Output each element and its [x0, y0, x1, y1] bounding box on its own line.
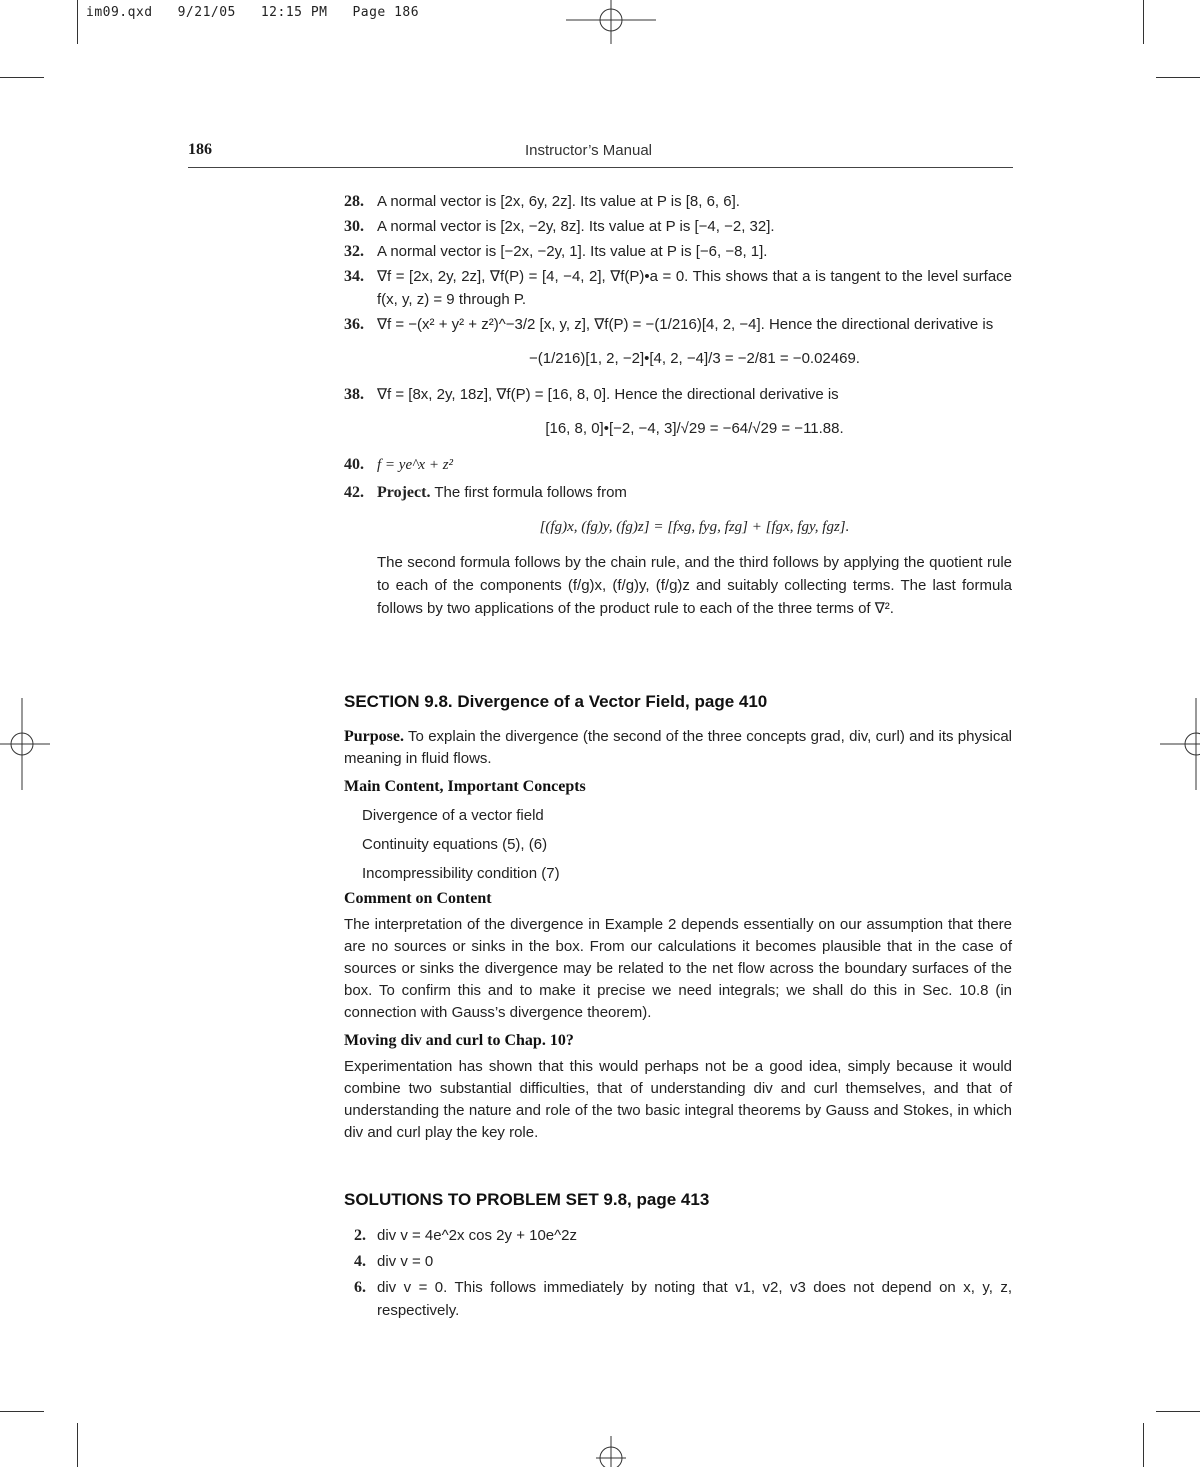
crop-mark: [77, 0, 78, 44]
answer-number: 42.: [344, 484, 364, 501]
solution-number: 2.: [354, 1227, 366, 1244]
answer-item: [344, 190, 1012, 213]
crop-mark: [1156, 1411, 1200, 1412]
answer-text: A normal vector is [2x, −2y, 8z]. Its value at P is [−4, −2, 32].: [377, 218, 775, 235]
solution-text: div v = 0. This follows immediately by noting that v1, v2, v3 does not depend on x, y, z, respectively.: [377, 1279, 1012, 1319]
answer-number: 40.: [344, 456, 364, 473]
answer-item: [344, 313, 1012, 371]
display-equation: [16, 8, 0]•[−2, −4, 3]/√29 = −64/√29 = −11.88.: [545, 420, 844, 437]
solutions-heading: SOLUTIONS TO PROBLEM SET 9.8, page 413: [344, 1190, 710, 1209]
comment-paragraph: The interpretation of the divergence in Example 2 depends essentially on our assumption that there are no sources or sinks in the box. From our calculations it becomes plausible that in the case of sources or sinks the divergence may be related to the net flow across the boundary surfaces of the box. To confirm this and to make it precise we need integrals; we shall do this in Sec. 10.8 (in connection with Gauss’s divergence theorem).: [344, 916, 1012, 1021]
comment-heading: Comment on Content: [344, 890, 492, 907]
project-label: Project.: [377, 484, 431, 501]
answer-text: The first formula follows from: [434, 484, 627, 501]
moving-heading: Moving div and curl to Chap. 10?: [344, 1032, 574, 1049]
answer-item: [344, 481, 1012, 620]
answer-item: [344, 265, 1012, 311]
answer-text: f = ye^x + z²: [377, 457, 454, 473]
solution-item: [344, 1224, 1012, 1247]
purpose-paragraph: [344, 726, 1012, 770]
registration-mark-icon: [566, 0, 656, 44]
section-9-8: [344, 692, 1012, 1144]
answer-text: ∇f = −(x² + y² + z²)^−3/2 [x, y, z], ∇f(P) = −(1/216)[4, 2, −4]. Hence the directional derivative is: [377, 316, 994, 333]
purpose-label: Purpose.: [344, 728, 404, 745]
solution-text: div v = 0: [377, 1253, 434, 1270]
crop-mark: [0, 77, 44, 78]
solution-number: 4.: [354, 1253, 366, 1270]
solution-item: [344, 1250, 1012, 1273]
header-rule: [188, 167, 1013, 168]
solutions-section: [344, 1190, 1012, 1322]
answer-number: 38.: [344, 386, 364, 403]
answer-text: ∇f = [8x, 2y, 18z], ∇f(P) = [16, 8, 0]. Hence the directional derivative is: [377, 386, 839, 403]
registration-mark-icon: [566, 1436, 656, 1467]
concept-item: Divergence of a vector field: [362, 807, 544, 824]
purpose-text: To explain the divergence (the second of the three concepts grad, div, curl) and its physical meaning in fluid flows.: [344, 728, 1012, 767]
solution-number: 6.: [354, 1279, 366, 1296]
crop-mark: [1156, 77, 1200, 78]
crop-mark: [77, 1423, 78, 1467]
answers-list: [344, 190, 1012, 620]
page-number: 186: [188, 141, 212, 158]
solution-item: [344, 1276, 1012, 1322]
section-heading: SECTION 9.8. Divergence of a Vector Field, page 410: [344, 692, 768, 711]
answer-number: 34.: [344, 268, 364, 285]
running-header-title: Instructor’s Manual: [525, 142, 653, 159]
registration-mark-icon: [0, 698, 50, 790]
answer-text: A normal vector is [−2x, −2y, 1]. Its value at P is [−6, −8, 1].: [377, 243, 768, 260]
answer-item: [344, 383, 1012, 441]
main-content-heading: Main Content, Important Concepts: [344, 778, 586, 795]
crop-mark: [1143, 0, 1144, 44]
print-slug: im09.qxd 9/21/05 12:15 PM Page 186: [86, 5, 420, 20]
concept-item: Continuity equations (5), (6): [362, 836, 548, 853]
answer-number: 32.: [344, 243, 364, 260]
answer-number: 36.: [344, 316, 364, 333]
concept-item: Incompressibility condition (7): [362, 865, 560, 882]
answer-text: A normal vector is [2x, 6y, 2z]. Its value at P is [8, 6, 6].: [377, 193, 740, 210]
registration-mark-icon: [1160, 698, 1200, 790]
display-equation: [(fg)x, (fg)y, (fg)z] = [fxg, fyg, fzg] + [fgx, fgy, fgz].: [539, 519, 850, 535]
concepts-list: [344, 801, 1012, 888]
answer-text: ∇f = [2x, 2y, 2z], ∇f(P) = [4, −4, 2], ∇f(P)•a = 0. This shows that a is tangent to the level surface f(x, y, z) = 9 through P.: [377, 268, 1012, 308]
project-explanation: The second formula follows by the chain rule, and the third follows by applying the quotient rule to each of the components (f/g)x, (f/g)y, (f/g)z and suitably collecting terms. The last formula follows by two applications of the product rule to each of the three terms of ∇².: [377, 554, 1012, 617]
answer-item: [344, 215, 1012, 238]
solutions-list: [344, 1224, 1012, 1322]
crop-mark: [1143, 1423, 1144, 1467]
answer-number: 30.: [344, 218, 364, 235]
crop-mark: [0, 1411, 44, 1412]
display-equation: −(1/216)[1, 2, −2]•[4, 2, −4]/3 = −2/81 = −0.02469.: [529, 350, 860, 367]
answer-item: [344, 240, 1012, 263]
moving-paragraph: Experimentation has shown that this would perhaps not be a good idea, simply because it would combine two substantial difficulties, that of understanding div and curl themselves, and that of understanding the nature and role of the two basic integral theorems by Gauss and Stokes, in which div and curl play the key role.: [344, 1058, 1012, 1141]
answer-item: [344, 453, 1012, 477]
answer-number: 28.: [344, 193, 364, 210]
solution-text: div v = 4e^2x cos 2y + 10e^2z: [377, 1227, 578, 1244]
